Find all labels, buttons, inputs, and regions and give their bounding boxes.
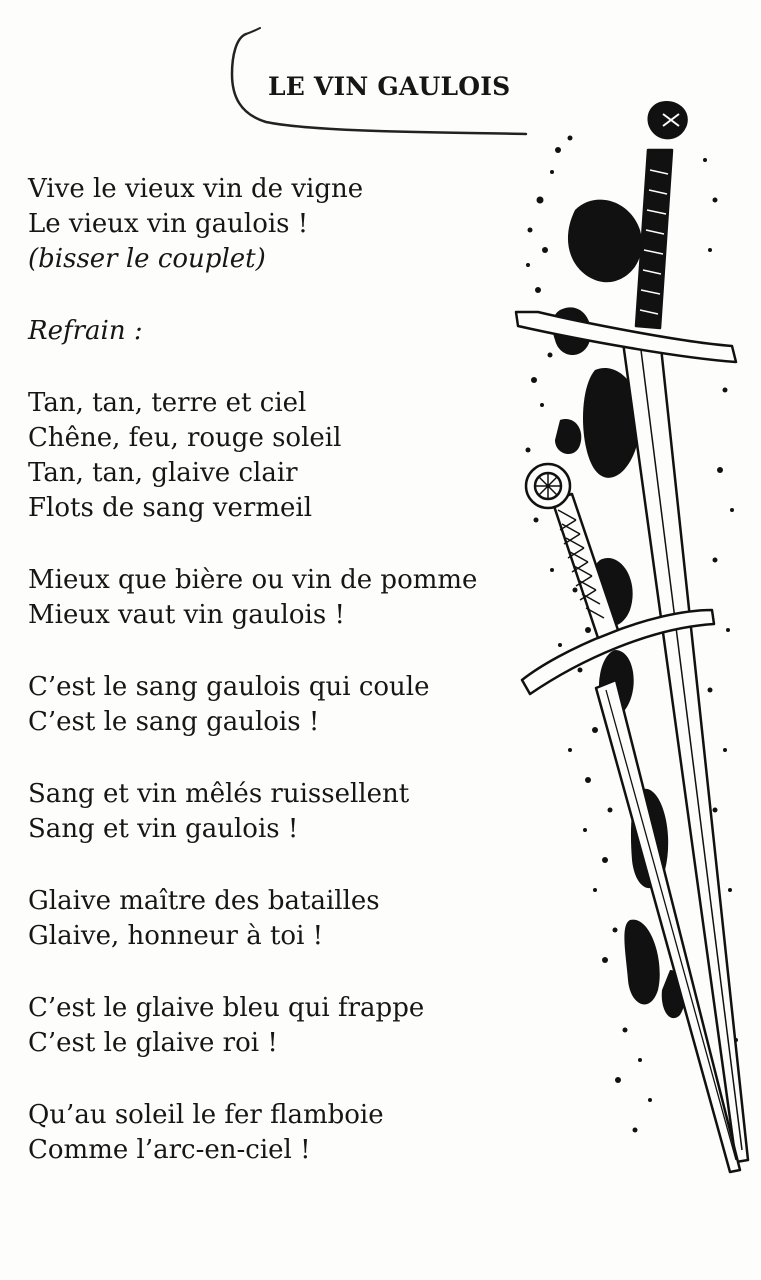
poem-line: Mieux vaut vin gaulois !	[28, 600, 345, 630]
poem-text	[28, 172, 508, 1168]
poem-line: Sang et vin mêlés ruissellent	[28, 779, 410, 809]
poem-line: C’est le glaive roi !	[28, 1028, 278, 1058]
poem-line: Chêne, feu, rouge soleil	[28, 423, 342, 453]
poem-line: Flots de sang vermeil	[28, 493, 313, 523]
stanza-3	[28, 670, 508, 740]
poem-line: C’est le sang gaulois !	[28, 707, 320, 737]
stanza-5	[28, 884, 508, 954]
poem-line: Comme l’arc-en-ciel !	[28, 1135, 311, 1165]
stanza-4	[28, 777, 508, 847]
poem-line: Qu’au soleil le fer flamboie	[28, 1100, 384, 1130]
poem-line: Sang et vin gaulois !	[28, 814, 299, 844]
stanza-6	[28, 991, 508, 1061]
stanza-2	[28, 563, 508, 633]
poem-line: Vive le vieux vin de vigne	[28, 174, 364, 204]
refrain	[28, 386, 508, 526]
refrain-label: Refrain :	[28, 316, 143, 346]
poem-line: Mieux que bière ou vin de pomme	[28, 565, 478, 595]
poem-line: Tan, tan, terre et ciel	[28, 388, 307, 418]
stanza-7	[28, 1098, 508, 1168]
page-title: LE VIN GAULOIS	[268, 72, 511, 101]
poem-line: Tan, tan, glaive clair	[28, 458, 298, 488]
poem-line: Glaive, honneur à toi !	[28, 921, 324, 951]
poem-line: Glaive maître des batailles	[28, 886, 380, 916]
stanza-1	[28, 172, 508, 277]
performance-note: (bisser le couplet)	[28, 244, 266, 274]
poem-line: C’est le glaive bleu qui frappe	[28, 993, 425, 1023]
poem-line: Le vieux vin gaulois !	[28, 209, 309, 239]
poem-line: C’est le sang gaulois qui coule	[28, 672, 430, 702]
crossed-swords-icon	[500, 90, 761, 1240]
